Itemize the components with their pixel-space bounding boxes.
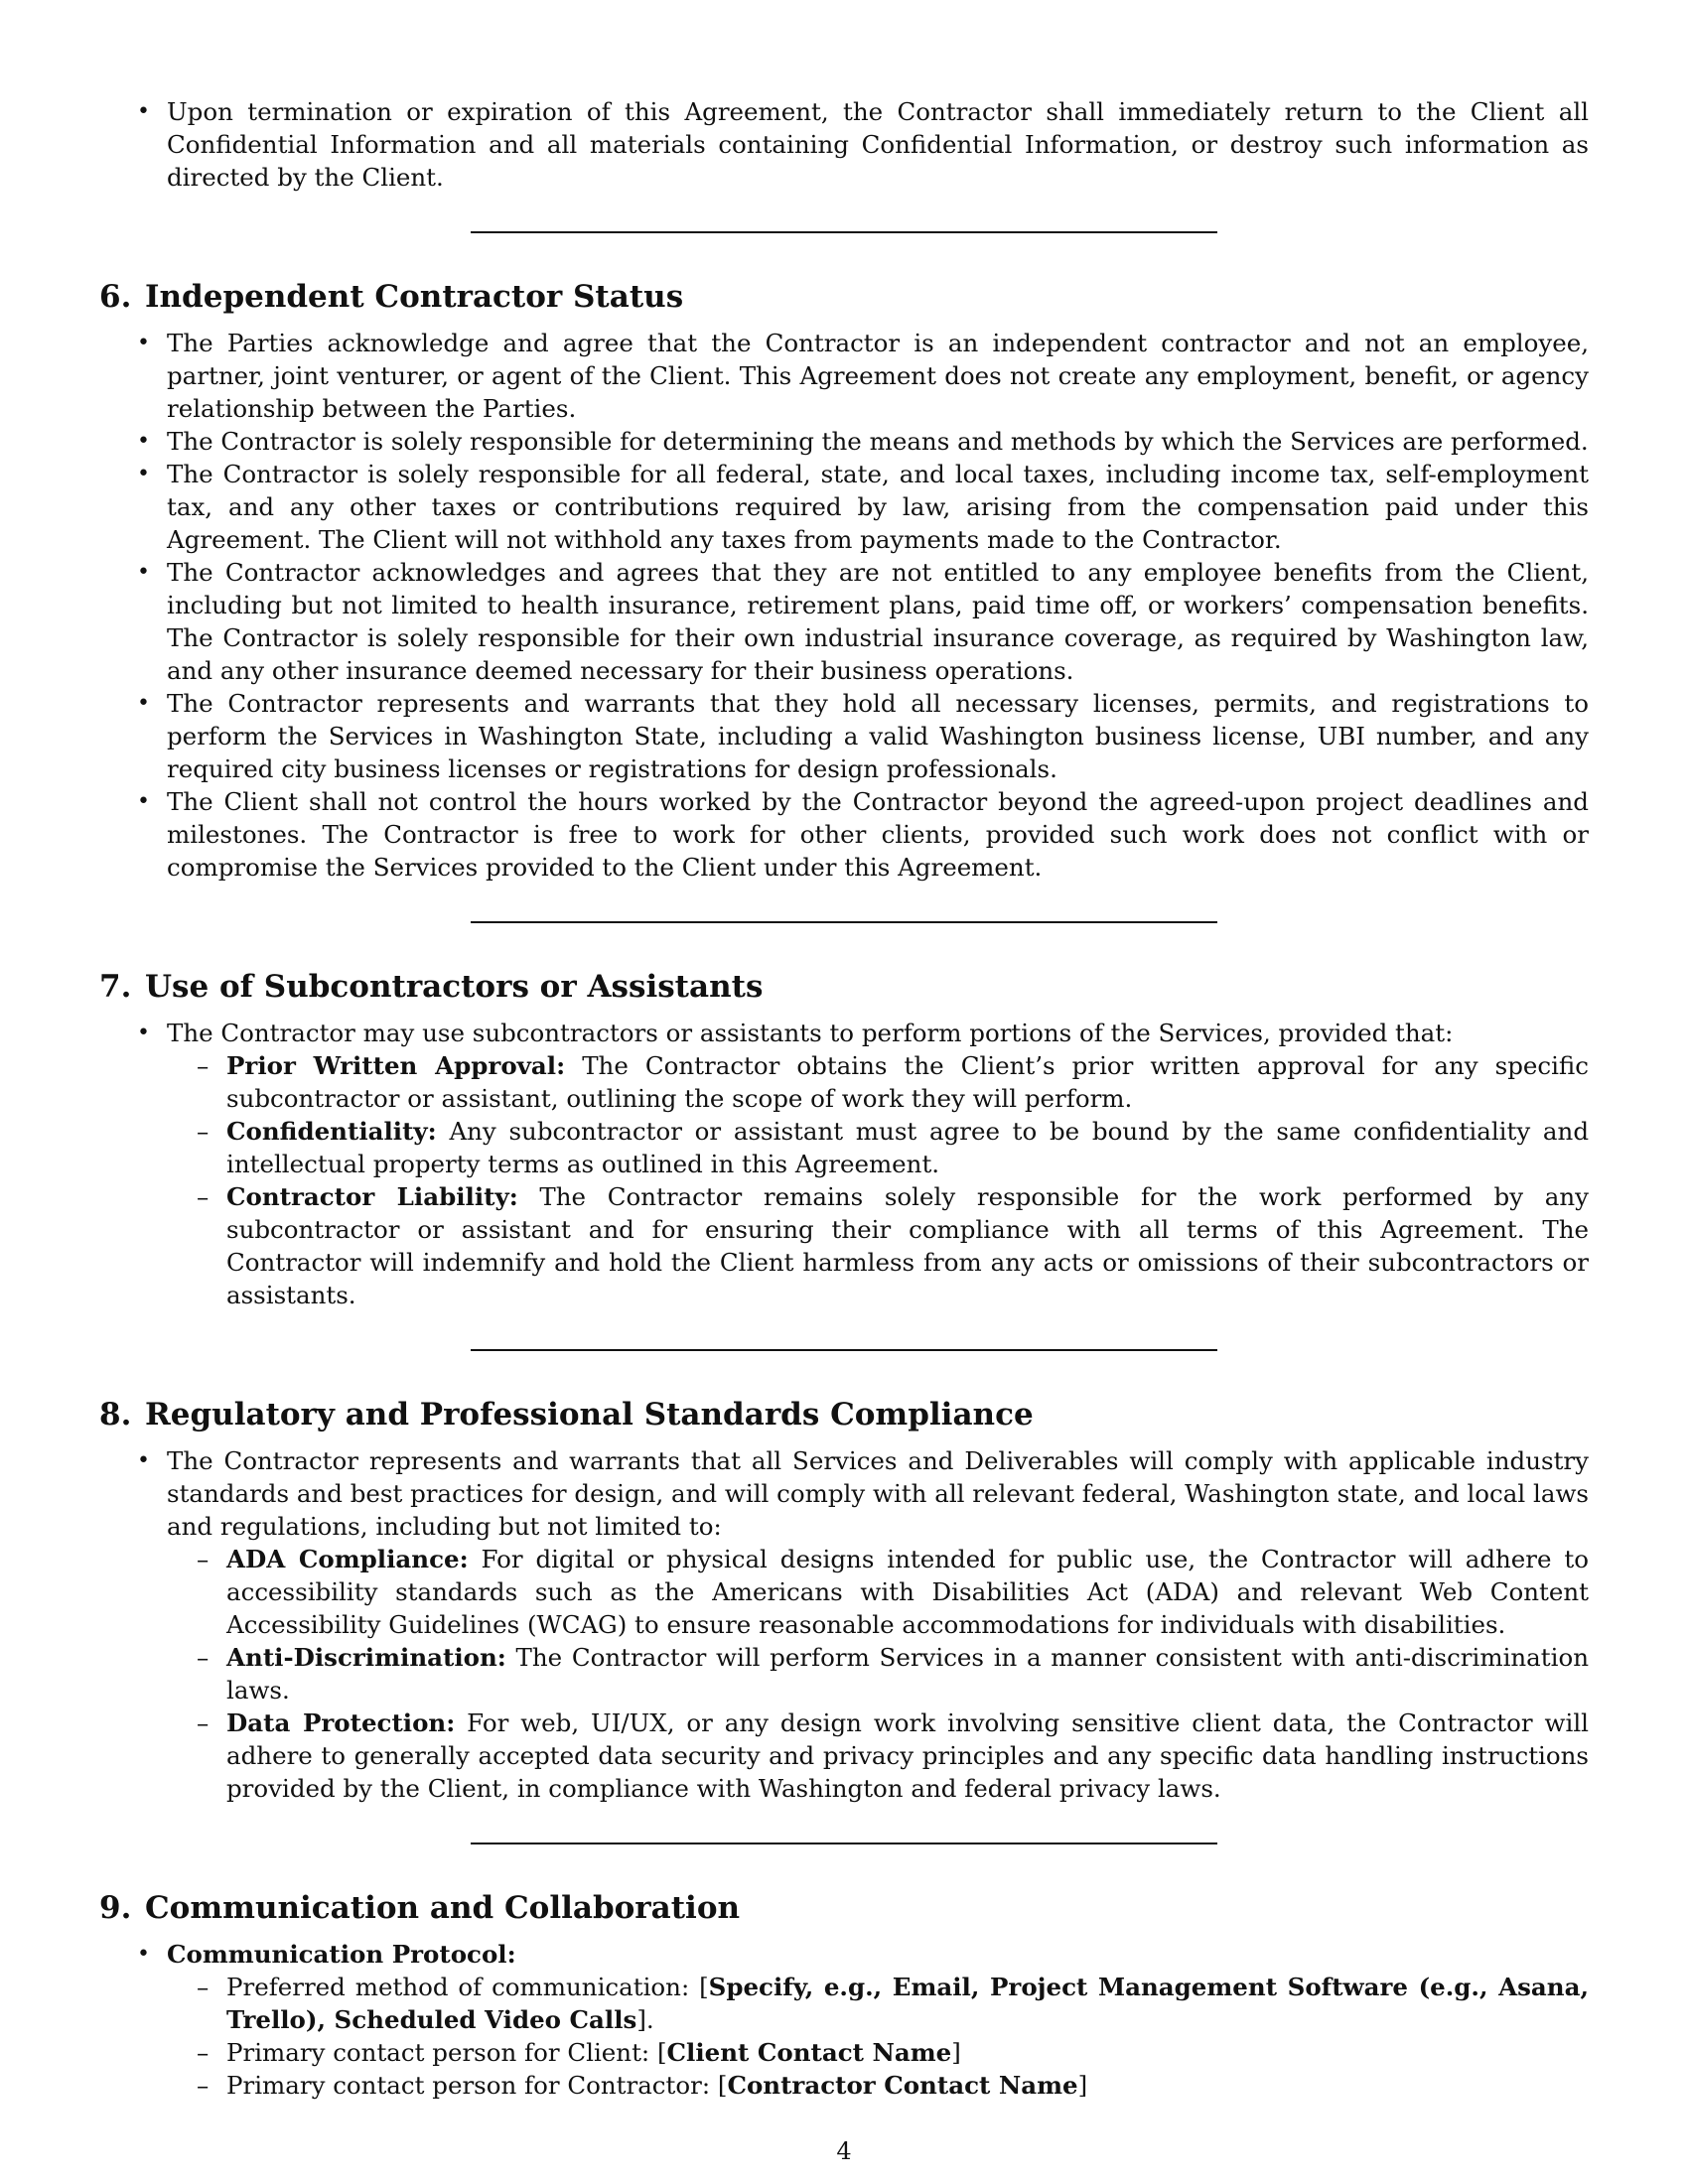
sublist-item <box>99 1180 1589 1311</box>
item-label: Data Protection: <box>226 1708 456 1737</box>
item-label: Confidentiality: <box>226 1117 437 1146</box>
section-8-sublist <box>167 1543 1589 1805</box>
item-text: The Contractor remains solely responsible for the work performed by any subcontractor or assistant and for ensuring their compliance with all terms of this Agreement. The Contractor will indemnify and hold the Client harmless from any acts or omissions of their subcontractors or assistants. <box>226 1182 1589 1309</box>
list-item <box>99 1017 1589 1311</box>
placeholder-field: Contractor Contact Name <box>727 2071 1078 2100</box>
sublist-item <box>99 1641 1589 1706</box>
placeholder-field: Specify, e.g., Email, Project Management Software (e.g., Asana, Trello), Scheduled Video Calls <box>226 1973 1589 2034</box>
item-text: For digital or physical designs intended for public use, the Contractor will adhere to accessibility standards such as the Americans with Disabilities Act (ADA) and relevant Web Content Accessibility Guidelines (WCAG) to ensure reasonable accommodations for individuals with disabilities. <box>226 1545 1589 1639</box>
sublist-item <box>99 1706 1589 1805</box>
intro-list <box>99 95 1589 194</box>
list-item: • The Parties acknowledge and agree that the Contractor is an independent contractor and not an employee, partner, joint venturer, or agent of the Client. This Agreement does not create any employment, benefit, or agency relationship between the Parties. <box>99 327 1589 425</box>
section-8-list <box>99 1444 1589 1805</box>
sublist-item: – Primary contact person for Contractor: [Contractor Contact Name] <box>99 2069 1589 2102</box>
placeholder-field: Client Contact Name <box>666 2038 952 2067</box>
section-heading-6: 6. Independent Contractor Status <box>99 279 684 315</box>
sublist-item <box>99 1049 1589 1115</box>
list-item <box>99 1938 1589 2102</box>
list-item <box>99 1444 1589 1805</box>
item-text: The Contractor will perform Services in a manner consistent with anti-discrimination laws. <box>226 1643 1589 1705</box>
list-item-lead: The Contractor may use subcontractors or assistants to perform portions of the Services, provided that: <box>167 1019 1454 1047</box>
section-9-sublist <box>167 1971 1589 2102</box>
sublist-item <box>99 1543 1589 1641</box>
list-item: • The Contractor represents and warrants that they hold all necessary licenses, permits, and registrations to perform the Services in Washington State, including a valid Washington business license, UBI number, and any required city business licenses or registrations for design professionals. <box>99 687 1589 785</box>
list-item: • The Contractor is solely responsible for determining the means and methods by which the Services are performed. <box>99 425 1589 458</box>
sublist-item <box>99 1115 1589 1180</box>
section-heading-7: 7. Use of Subcontractors or Assistants <box>99 969 764 1005</box>
list-item: • The Client shall not control the hours worked by the Contractor beyond the agreed-upon project deadlines and milestones. The Contractor is free to work for other clients, provided such work does not conflict with or compromise the Services provided to the Client under this Agreement. <box>99 785 1589 884</box>
item-label: Anti-Discrimination: <box>226 1643 506 1672</box>
list-item: • The Contractor is solely responsible for all federal, state, and local taxes, including income tax, self-employment tax, and any other taxes or contributions required by law, arising from the compensation paid under this Agreement. The Client will not withhold any taxes from payments made to the Contractor. <box>99 458 1589 556</box>
item-text: For web, UI/UX, or any design work involving sensitive client data, the Contractor will adhere to generally accepted data security and privacy principles and any specific data handling instructions provided by the Client, in compliance with Washington and federal privacy laws. <box>226 1708 1589 1803</box>
item-label: ADA Compliance: <box>226 1545 469 1573</box>
sublist-item: – Preferred method of communication: [Specify, e.g., Email, Project Management Software (e.g., Asana, Trello), Scheduled Video Calls]. <box>99 1971 1589 2036</box>
list-item: • Upon termination or expiration of this Agreement, the Contractor shall immediately return to the Client all Confidential Information and all materials containing Confidential Information, or destroy such information as directed by the Client. <box>99 95 1589 194</box>
list-item-lead: Communication Protocol: <box>167 1940 516 1969</box>
list-item: • The Contractor acknowledges and agrees that they are not entitled to any employee benefits from the Client, including but not limited to health insurance, retirement plans, paid time off, or workers’ compensation benefits. The Contractor is solely responsible for their own industrial insurance coverage, as required by Washington law, and any other insurance deemed necessary for their business operations. <box>99 556 1589 687</box>
list-item-lead: The Contractor represents and warrants that all Services and Deliverables will comply with applicable industry standards and best practices for design, and will comply with all relevant federal, Washington state, and local laws and regulations, including but not limited to: <box>167 1446 1589 1541</box>
item-text: The Contractor obtains the Client’s prior written approval for any specific subcontractor or assistant, outlining the scope of work they will perform. <box>226 1051 1589 1113</box>
section-9-list <box>99 1938 1589 2102</box>
section-7-sublist <box>167 1049 1589 1311</box>
page-number: 4 <box>836 2137 852 2165</box>
section-heading-9: 9. Communication and Collaboration <box>99 1890 741 1926</box>
item-text: Any subcontractor or assistant must agree to be bound by the same confidentiality and intellectual property terms as outlined in this Agreement. <box>226 1117 1589 1178</box>
section-heading-8: 8. Regulatory and Professional Standards Compliance <box>99 1397 1034 1433</box>
sublist-item: – Primary contact person for Client: [Client Contact Name] <box>99 2036 1589 2069</box>
document-page <box>99 95 1589 2102</box>
item-label: Contractor Liability: <box>226 1182 518 1211</box>
item-label: Prior Written Approval: <box>226 1051 566 1080</box>
section-6-list <box>99 327 1589 884</box>
section-7-list <box>99 1017 1589 1311</box>
